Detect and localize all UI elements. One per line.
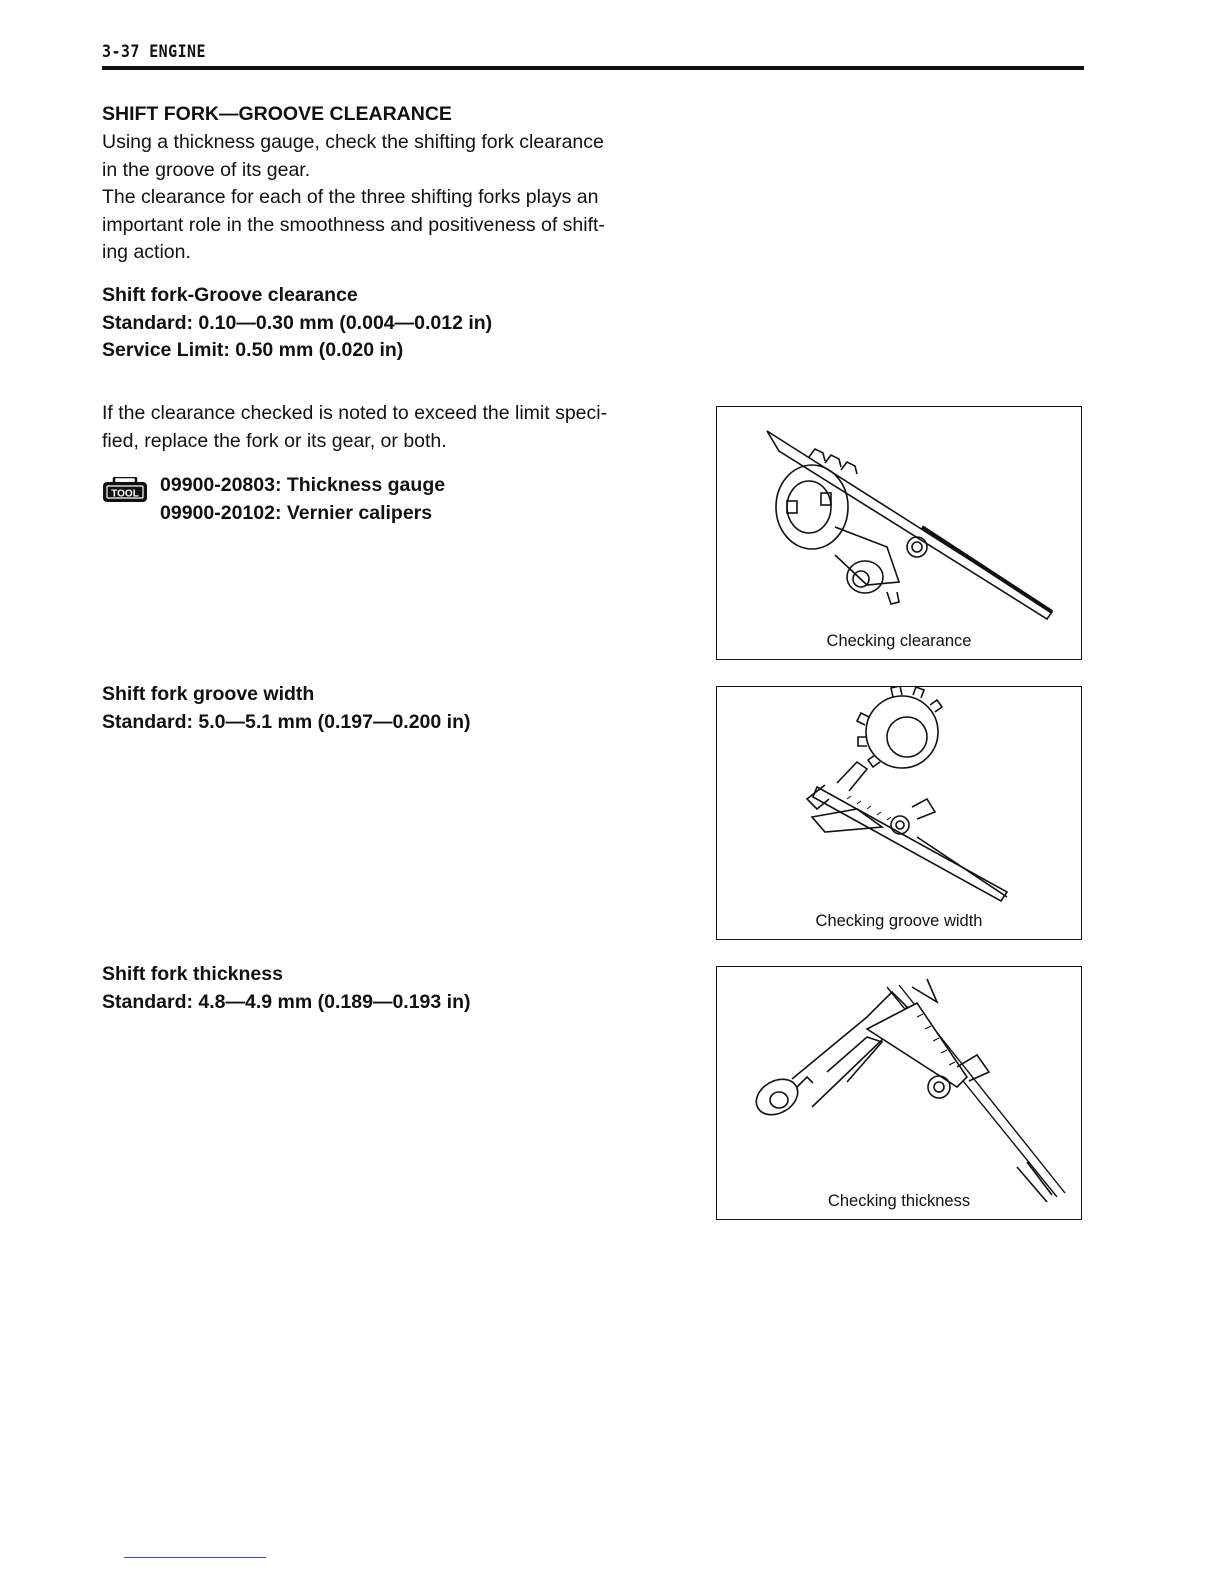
page-header-label: 3-37 ENGINE bbox=[102, 42, 206, 62]
header-rule bbox=[102, 66, 1084, 70]
thickness-spec-name: Shift fork thickness bbox=[102, 963, 283, 985]
thickness-spec-standard: Standard: 4.8—4.9 mm (0.189—0.193 in) bbox=[102, 990, 471, 1013]
clearance-spec-name: Shift fork-Groove clearance bbox=[102, 284, 358, 306]
limit-note-line: fied, replace the fork or its gear, or both. bbox=[102, 429, 447, 452]
groove-width-spec-standard: Standard: 5.0—5.1 mm (0.197—0.200 in) bbox=[102, 710, 471, 733]
intro-line: Using a thickness gauge, check the shifting fork clearance bbox=[102, 131, 604, 153]
groove-width-spec bbox=[102, 681, 470, 736]
clearance-spec-limit: Service Limit: 0.50 mm (0.020 in) bbox=[102, 339, 404, 361]
intro-line: The clearance for each of the three shifting forks plays an bbox=[102, 186, 599, 208]
figure-caption: Checking clearance bbox=[826, 632, 972, 650]
figure-checking-groove-width bbox=[716, 686, 1082, 940]
groove-width-illustration bbox=[717, 687, 1083, 941]
section-title: SHIFT FORK—GROOVE CLEARANCE bbox=[102, 103, 452, 125]
thickness-spec bbox=[102, 961, 470, 1016]
clearance-spec bbox=[102, 282, 492, 365]
intro-line: important role in the smoothness and positiveness of shift- bbox=[102, 213, 605, 236]
limit-note bbox=[102, 400, 702, 455]
tool-icon bbox=[102, 477, 148, 503]
figure-checking-thickness bbox=[716, 966, 1082, 1220]
tool-icon-text: TOOL bbox=[111, 488, 139, 500]
footer-rule bbox=[124, 1557, 266, 1558]
figure-caption: Checking thickness bbox=[827, 1192, 971, 1210]
fork-thickness-illustration bbox=[717, 967, 1083, 1221]
intro-line: in the groove of its gear. bbox=[102, 158, 311, 181]
intro-paragraph bbox=[102, 129, 702, 267]
figure-checking-clearance bbox=[716, 406, 1082, 660]
groove-width-spec-name: Shift fork groove width bbox=[102, 683, 315, 705]
figure-caption: Checking groove width bbox=[815, 912, 983, 930]
clearance-spec-standard: Standard: 0.10—0.30 mm (0.004—0.012 in) bbox=[102, 311, 493, 334]
thickness-gauge-illustration bbox=[717, 407, 1083, 661]
tool-item: 09900-20803: Thickness gauge bbox=[160, 474, 446, 496]
tool-item: 09900-20102: Vernier calipers bbox=[160, 502, 433, 524]
limit-note-line: If the clearance checked is noted to exceed the limit speci- bbox=[102, 402, 608, 424]
intro-line: ing action. bbox=[102, 241, 191, 263]
